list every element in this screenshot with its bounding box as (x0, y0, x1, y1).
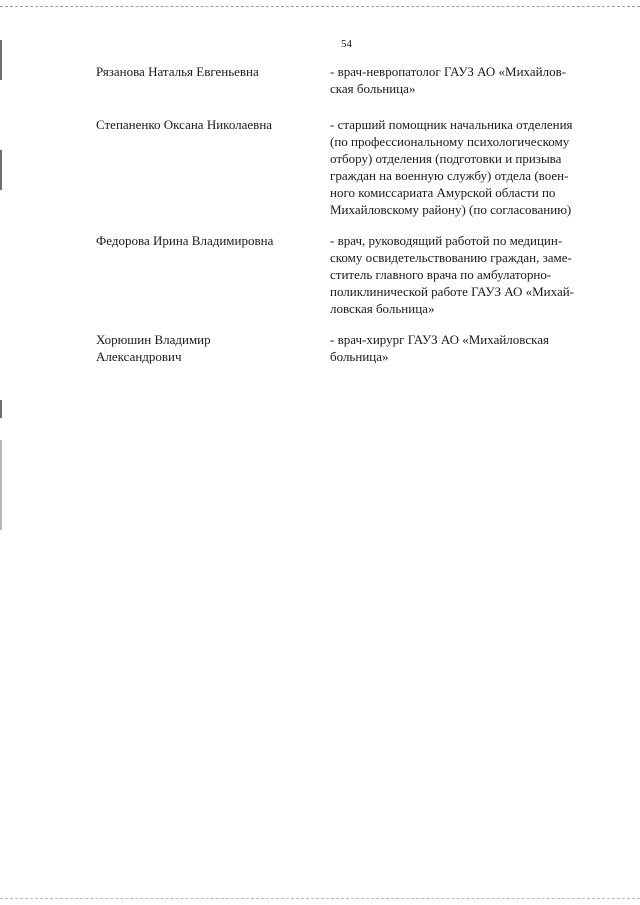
member-name-line: Александрович (96, 349, 182, 364)
member-name-line: Степаненко Оксана Николаевна (96, 117, 273, 132)
position-line: - врач, руководящий работой по медицин- (330, 233, 563, 248)
member-name (96, 331, 311, 365)
member-name-line: Рязанова Наталья Евгеньевна (96, 64, 259, 79)
member-name (96, 63, 311, 80)
scan-bottom-border (0, 898, 640, 899)
position-line: скому освидетельствованию граждан, заме- (330, 250, 572, 265)
position-line: - врач-хирург ГАУЗ АО «Михайловская (330, 332, 549, 347)
position-line: граждан на военную службу) отдела (воен- (330, 168, 569, 183)
scan-edge-mark (0, 40, 2, 80)
member-name-line: Федорова Ирина Владимировна (96, 233, 274, 248)
member-name-line: Хорюшин Владимир (96, 332, 211, 347)
position-line: Михайловскому району) (по согласованию) (330, 202, 572, 217)
position-line: - старший помощник начальника отделения (330, 117, 573, 132)
position-line: поликлинической работе ГАУЗ АО «Михай- (330, 284, 575, 299)
scan-top-border (0, 6, 640, 7)
scan-edge-mark (0, 400, 2, 418)
page-number: 54 (341, 38, 352, 50)
member-position (330, 63, 602, 97)
position-line: отбору) отделения (подготовки и призыва (330, 151, 562, 166)
position-line: ловская больница» (330, 301, 435, 316)
position-line: - врач-невропатолог ГАУЗ АО «Михайлов- (330, 64, 567, 79)
member-name (96, 116, 311, 133)
member-position (330, 331, 602, 365)
member-position (330, 116, 602, 218)
position-line: ская больница» (330, 81, 416, 96)
member-name (96, 232, 311, 249)
position-line: ститель главного врача по амбулаторно- (330, 267, 552, 282)
position-line: ного комиссариата Амурской области по (330, 185, 556, 200)
member-position (330, 232, 602, 317)
position-line: (по профессиональному психологическому (330, 134, 570, 149)
scan-edge-mark (0, 440, 2, 530)
scan-edge-mark (0, 150, 2, 190)
position-line: больница» (330, 349, 389, 364)
